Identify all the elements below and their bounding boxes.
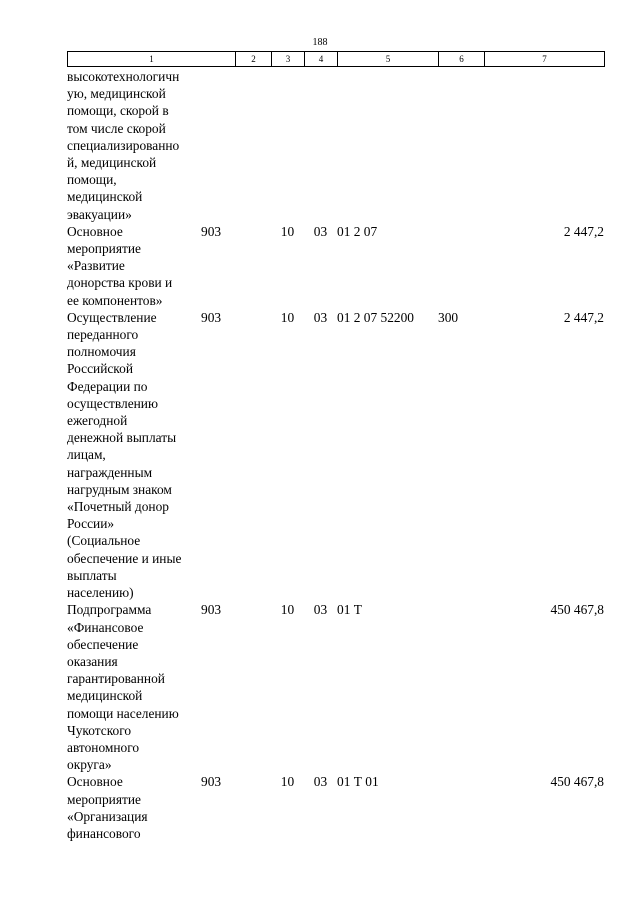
row-section: 10 (280, 602, 295, 618)
row-name: Основное мероприятие «Организация финансового (67, 774, 148, 841)
row-sum: 450 467,8 (550, 602, 604, 618)
row-expense-type: 300 (438, 309, 459, 325)
row-section (271, 68, 304, 223)
row-sum: 2 447,2 (563, 223, 604, 239)
row-expense-type (438, 773, 484, 842)
table-row (67, 68, 604, 223)
row-grbs: 903 (201, 602, 222, 618)
row-target-article: 01 2 07 (337, 223, 378, 239)
row-subsection (304, 68, 337, 223)
row-name: Основное мероприятие «Развитие донорства крови и ее компонентов» (67, 223, 173, 308)
row-name: высокотехнологичн ую, медицинской помощи, скорой в том числе скорой специализированно й, медицинской помощи, медицинской эвакуации» (67, 69, 180, 222)
table-row (67, 223, 604, 309)
row-target-article: 01 Т 01 (337, 774, 379, 790)
row-name: Подпрограмма «Финансовое обеспечение оказания гарантированной медицинской помощи населению Чукотского автономного округа» (67, 602, 179, 773)
row-subsection: 03 (313, 602, 328, 618)
row-subsection: 03 (313, 223, 328, 239)
column-header-4: 4 (305, 52, 338, 67)
row-grbs: 903 (201, 223, 222, 239)
page-number: 188 (312, 37, 328, 48)
column-header-2: 2 (236, 52, 272, 67)
row-subsection: 03 (313, 774, 328, 790)
row-target-article: 01 Т (337, 602, 362, 618)
row-sum: 450 467,8 (550, 774, 604, 790)
row-target-article (337, 68, 438, 223)
row-expense-type (438, 68, 484, 223)
row-sum (484, 68, 604, 223)
row-grbs: 903 (201, 774, 222, 790)
table-row (67, 309, 604, 601)
row-expense-type (438, 223, 484, 309)
row-section: 10 (280, 309, 295, 325)
row-section: 10 (280, 223, 295, 239)
row-sum: 2 447,2 (563, 309, 604, 325)
table-row (67, 773, 604, 842)
table-row (67, 601, 604, 773)
row-target-article: 01 2 07 52200 (337, 309, 414, 325)
row-grbs: 903 (201, 309, 222, 325)
row-section: 10 (280, 774, 295, 790)
column-header-1: 1 (68, 52, 236, 67)
row-subsection: 03 (313, 309, 328, 325)
column-header-6: 6 (439, 52, 485, 67)
column-header-5: 5 (338, 52, 439, 67)
column-header-3: 3 (272, 52, 305, 67)
column-header-table (67, 51, 605, 67)
row-expense-type (438, 601, 484, 773)
budget-table (67, 68, 604, 842)
column-header-7: 7 (485, 52, 605, 67)
column-header-row (68, 52, 605, 67)
row-grbs (201, 68, 271, 223)
row-name: Осуществление переданного полномочия Российской Федерации по осуществлению ежегодной денежной выплаты лицам, награжденным нагрудным знаком «Почетный донор России» (Социальное обеспечение и иные выплаты населению) (67, 309, 182, 601)
